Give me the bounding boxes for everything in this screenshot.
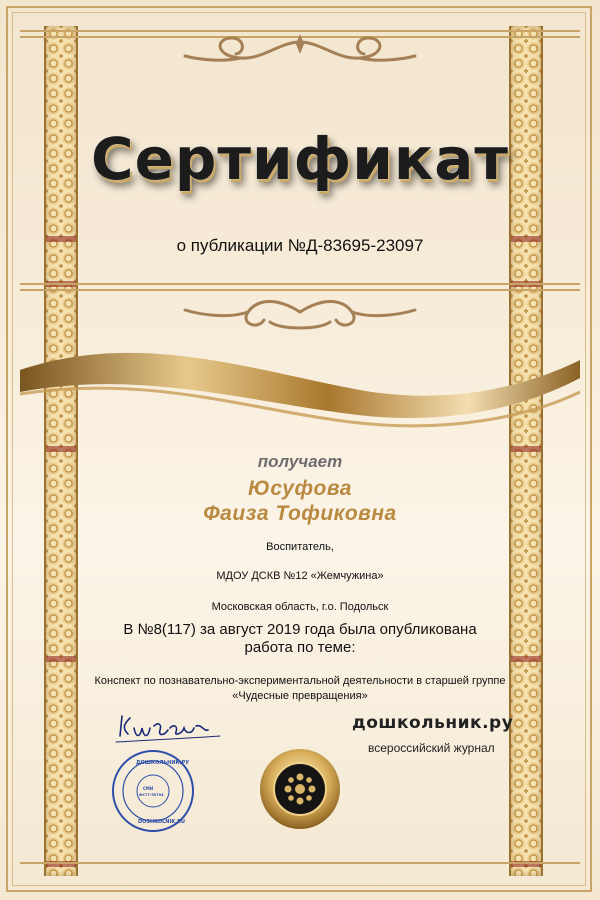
divider-line <box>20 289 580 291</box>
recipient-organization: МДОУ ДСКВ №12 «Жемчужина» <box>216 570 384 582</box>
receives-label: получает <box>257 452 343 471</box>
publication-topic: Конспект по познавательно-экспериментальной деятельности в старшей группе «Чудесные превращения» <box>94 675 506 702</box>
signature-image <box>112 708 222 750</box>
gold-wave-ribbon <box>0 330 600 440</box>
ornament-swirl-icon <box>0 30 600 80</box>
journal-subtitle: всероссийский журнал <box>368 741 495 755</box>
recipient-first-names: Фаиза Тофиковна <box>203 502 397 525</box>
recipient-position: Воспитатель, <box>266 541 334 553</box>
divider-line <box>20 283 580 285</box>
divider-line <box>20 862 580 864</box>
journal-logo: дошкольник.ру <box>352 713 514 733</box>
certificate-title: Сертификат <box>91 125 509 193</box>
svg-text:ДОШКОЛЬНИК.РУ: ДОШКОЛЬНИК.РУ <box>136 760 190 766</box>
issue-statement: В №8(117) за август 2019 года была опубликована работа по теме: <box>123 621 477 656</box>
gold-medal-icon <box>256 745 344 833</box>
recipient-last-name: Юсуфова <box>248 477 352 500</box>
publication-number: о публикации №Д-83695-23097 <box>176 236 424 255</box>
svg-text:DOSHKOLNIK.RU: DOSHKOLNIK.RU <box>138 819 186 825</box>
svg-text:СМИ: СМИ <box>143 786 154 791</box>
svg-text:ФС77-55794: ФС77-55794 <box>139 793 164 797</box>
round-stamp <box>110 748 196 834</box>
recipient-location: Московская область, г.о. Подольск <box>211 601 389 613</box>
